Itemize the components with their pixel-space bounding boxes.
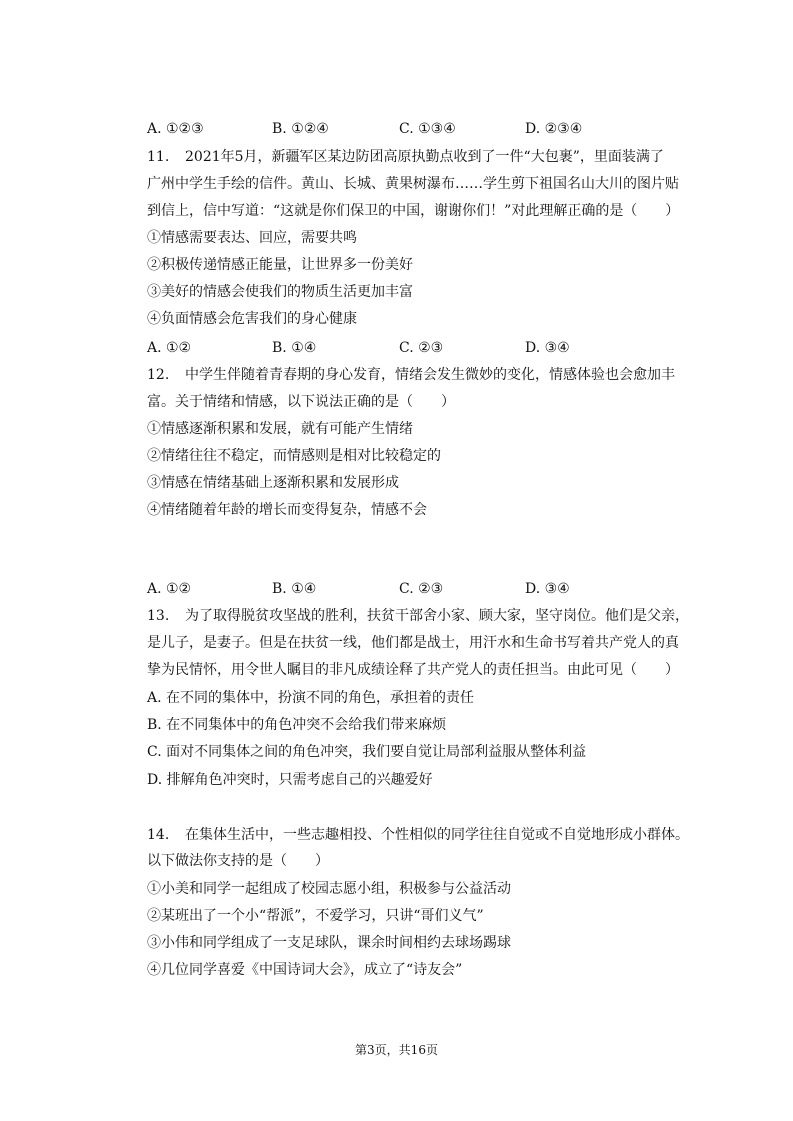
q12-statement-3: ③情感在情绪基础上逐渐积累和发展形成 — [147, 475, 399, 491]
q14-statement-4: ④几位同学喜爱《中国诗词大会》，成立了“诗友会” — [147, 962, 463, 978]
q11-stem-line-1: 11. 2021年5月，新疆军区某边防团高原执勤点收到了一件“大包裹”，里面装满了 — [147, 149, 664, 165]
q10-options — [147, 120, 647, 138]
q12-options — [147, 580, 647, 598]
q13-choice-a: A. 在不同的集体中，扮演不同的角色，承担着的责任 — [147, 690, 475, 706]
q14-number: 14. — [147, 827, 170, 843]
q12-option-b: B. ①④ — [272, 581, 317, 597]
q14-statement-2: ②某班出了一个小“帮派”，不爱学习，只讲“哥们义气” — [147, 908, 484, 924]
q12-option-d: D. ③④ — [525, 581, 570, 597]
q12-statement-4: ④情绪随着年龄的增长而变得复杂，情感不会 — [147, 502, 427, 518]
q14-stem-line-2: 以下做法你支持的是（ ） — [147, 853, 329, 869]
q13-number: 13. — [147, 608, 170, 624]
q13-choice-c: C. 面对不同集体之间的角色冲突，我们要自觉让局部利益服从整体利益 — [147, 744, 587, 760]
q10-option-a: A. ①②③ — [147, 121, 204, 137]
q10-option-d: D. ②③④ — [525, 121, 583, 137]
q12-statement-1: ①情感逐渐积累和发展，就有可能产生情绪 — [147, 421, 413, 437]
q12-option-c: C. ②③ — [399, 581, 444, 597]
q10-option-b: B. ①②④ — [272, 121, 329, 137]
q13-stem-line-1: 13. 为了取得脱贫攻坚战的胜利，扶贫干部舍小家、顾大家，坚守岗位。他们是父亲， — [147, 608, 689, 624]
page-footer: 第3页，共16页 — [355, 1043, 438, 1057]
q13-choice-d: D. 排解角色冲突时，只需考虑自己的兴趣爱好 — [147, 772, 433, 788]
q12-stem-line-1: 12. 中学生伴随着青春期的身心发育，情绪会发生微妙的变化，情感体验也会愈加丰 — [147, 367, 675, 383]
q12-number: 12. — [147, 367, 170, 383]
q11-statement-2: ②积极传递情感正能量，让世界多一份美好 — [147, 257, 413, 273]
q11-statement-4: ④负面情感会危害我们的身心健康 — [147, 311, 357, 327]
q10-option-c: C. ①③④ — [399, 121, 456, 137]
q12-statement-2: ②情绪往往不稳定，而情感则是相对比较稳定的 — [147, 448, 441, 464]
q11-stem-line-3: 到信上，信中写道：“这就是你们保卫的中国，谢谢你们！”对此理解正确的是（ ） — [147, 203, 680, 219]
q13-choice-b: B. 在不同集体中的角色冲突不会给我们带来麻烦 — [147, 717, 447, 733]
q11-option-b: B. ①④ — [272, 340, 317, 356]
q14-statement-1: ①小美和同学一起组成了校园志愿小组，积极参与公益活动 — [147, 881, 511, 897]
q11-option-c: C. ②③ — [399, 340, 444, 356]
q11-number: 11. — [147, 149, 170, 165]
q14-stem-line-1: 14. 在集体生活中，一些志趣相投、个性相似的同学往往自觉或不自觉地形成小群体。 — [147, 827, 689, 843]
q13-stem-line-3: 挚为民情怀，用令世人瞩目的非凡成绩诠释了共产党人的责任担当。由此可见（ ） — [147, 662, 679, 678]
q11-option-a: A. ①② — [147, 340, 192, 356]
q11-options — [147, 339, 647, 357]
q11-option-d: D. ③④ — [525, 340, 570, 356]
q12-option-a: A. ①② — [147, 581, 192, 597]
q13-stem-line-2: 是儿子，是妻子。但是在扶贫一线，他们都是战士，用汗水和生命书写着共产党人的真 — [147, 635, 679, 651]
q11-stem-line-2: 广州中学生手绘的信件。黄山、长城、黄果树瀑布……学生剪下祖国名山大川的图片贴 — [147, 176, 679, 192]
q11-statement-1: ①情感需要表达、回应，需要共鸣 — [147, 230, 357, 246]
q11-statement-3: ③美好的情感会使我们的物质生活更加丰富 — [147, 284, 413, 300]
q12-stem-line-2: 富。关于情绪和情感，以下说法正确的是（ ） — [147, 394, 455, 410]
q14-statement-3: ③小伟和同学组成了一支足球队，课余时间相约去球场踢球 — [147, 935, 511, 951]
